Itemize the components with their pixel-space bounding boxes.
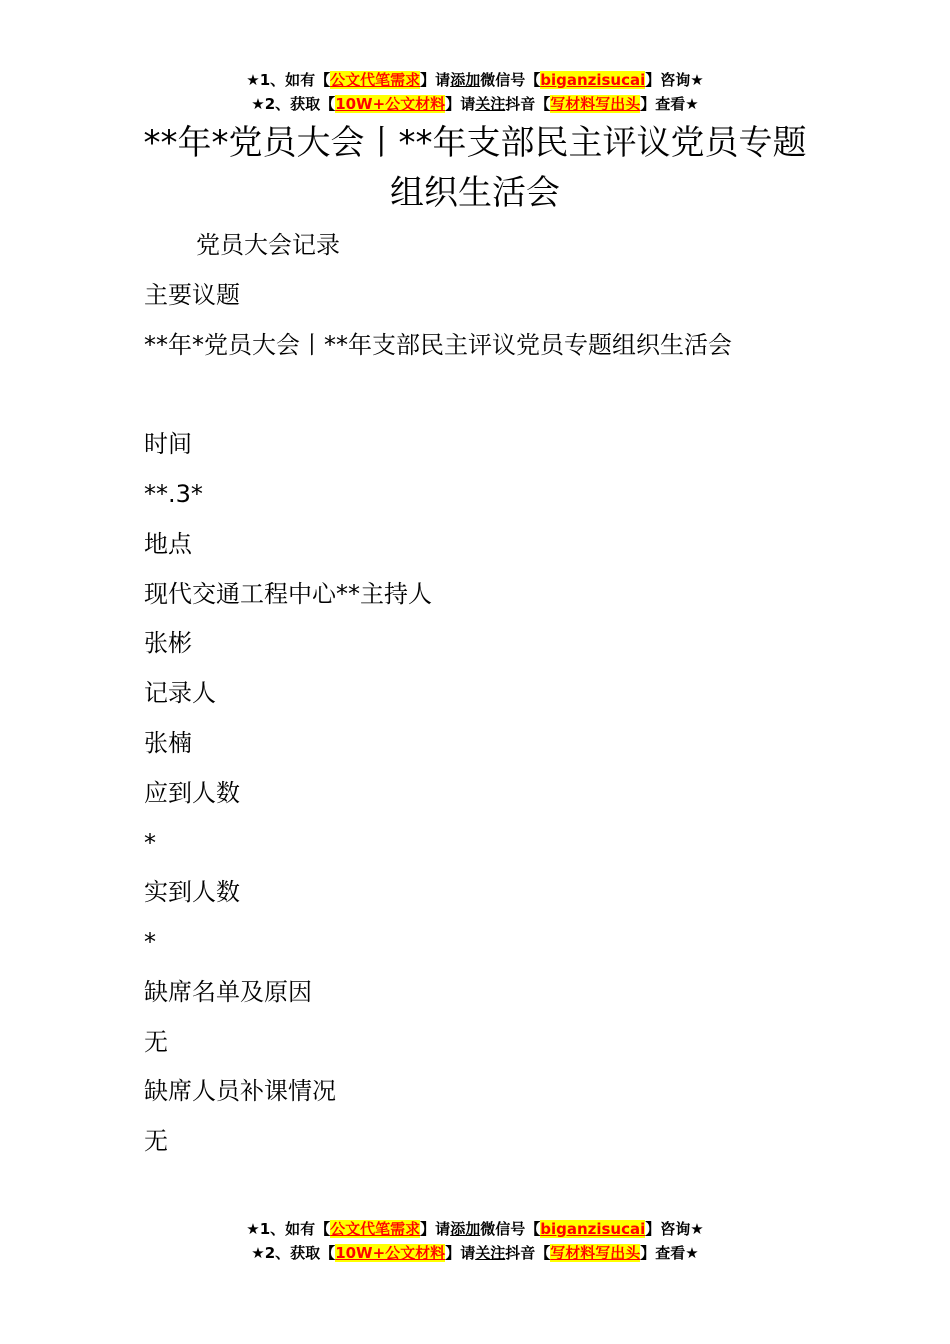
banner-text: ★1、如有【 (246, 71, 331, 89)
banner-underlined-text: 添加 (450, 71, 481, 89)
banner-text: 】查看★ (640, 1244, 699, 1262)
banner-text: 】请 (420, 1220, 451, 1238)
field-label-location: 地点 (144, 530, 192, 558)
field-value-makeup: 无 (144, 1127, 168, 1155)
highlight-wechat-id: biganzisucai (540, 71, 646, 89)
banner-text: 微信号【 (480, 1220, 541, 1238)
field-value-actual-count: * (144, 928, 156, 956)
field-value-topic: **年*党员大会丨**年支部民主评议党员专题组织生活会 (144, 331, 732, 359)
banner-text: 微信号【 (480, 71, 541, 89)
banner-text: ★2、获取【 (251, 95, 336, 113)
highlight-wechat-id: biganzisucai (540, 1220, 646, 1238)
document-subtitle: 党员大会记录 (196, 231, 340, 259)
highlight-material-text: 10W+公文材料 (335, 95, 446, 113)
banner-text: 抖音【 (505, 95, 551, 113)
field-value-expected-count: * (144, 829, 156, 857)
highlight-douyin-name: 写材料写出头 (550, 1244, 641, 1262)
field-value-time: **.3* (144, 480, 203, 508)
highlight-douyin-name: 写材料写出头 (550, 95, 641, 113)
field-label-recorder: 记录人 (144, 679, 216, 707)
highlight-service-text: 公文代笔需求 (330, 71, 421, 89)
field-value-host: 张彬 (144, 629, 192, 657)
highlight-service-text: 公文代笔需求 (330, 1220, 421, 1238)
banner-underlined-text: 添加 (450, 1220, 481, 1238)
field-label-actual-count: 实到人数 (144, 878, 240, 906)
field-value-absentees: 无 (144, 1028, 168, 1056)
field-label-makeup: 缺席人员补课情况 (144, 1077, 336, 1105)
field-value-location: 现代交通工程中心**主持人 (144, 580, 432, 608)
field-label-time: 时间 (144, 430, 192, 458)
highlight-material-text: 10W+公文材料 (335, 1244, 446, 1262)
banner-text: ★1、如有【 (246, 1220, 331, 1238)
field-label-expected-count: 应到人数 (144, 779, 240, 807)
banner-text: 】咨询★ (645, 1220, 704, 1238)
field-label-absentees: 缺席名单及原因 (144, 978, 312, 1006)
banner-underlined-text: 关注 (475, 1244, 506, 1262)
banner-line-2 (0, 92, 950, 116)
banner-underlined-text: 关注 (475, 95, 506, 113)
header-banner (0, 68, 950, 116)
footer-banner (0, 1217, 950, 1265)
banner-text: 】请 (445, 95, 476, 113)
banner-line-2 (0, 1241, 950, 1265)
document-title: **年*党员大会丨**年支部民主评议党员专题组织生活会 (143, 123, 807, 213)
banner-text: 】查看★ (640, 95, 699, 113)
banner-text: 】咨询★ (645, 71, 704, 89)
field-value-recorder: 张楠 (144, 729, 192, 757)
banner-text: 】请 (420, 71, 451, 89)
banner-text: 抖音【 (505, 1244, 551, 1262)
banner-line-1 (0, 68, 950, 92)
banner-text: 】请 (445, 1244, 476, 1262)
field-label-topic: 主要议题 (144, 281, 240, 309)
banner-line-1 (0, 1217, 950, 1241)
banner-text: ★2、获取【 (251, 1244, 336, 1262)
